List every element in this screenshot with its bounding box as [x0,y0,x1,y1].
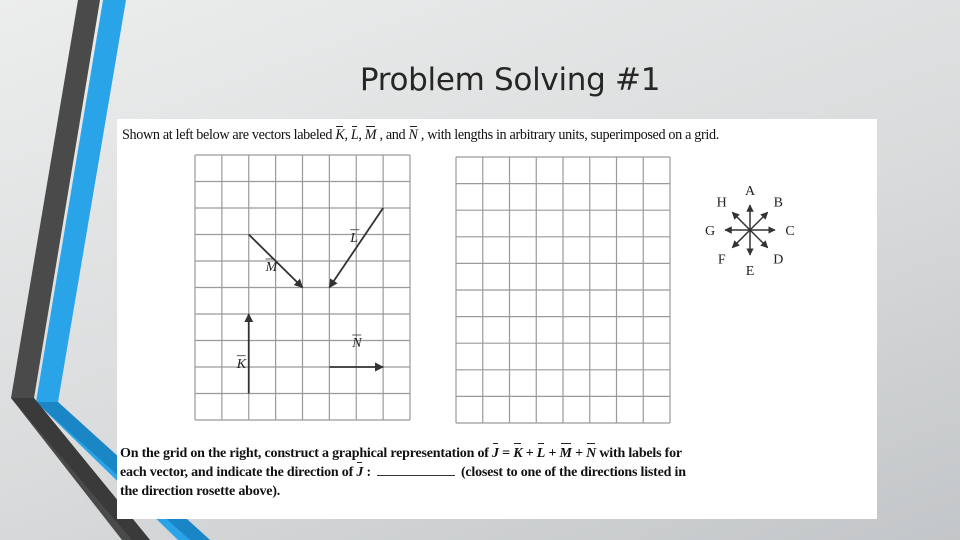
direction-label-c: C [785,224,795,239]
direction-label-f: F [717,252,726,268]
vector-symbol-n: N [408,127,418,143]
plus: + [522,446,537,461]
task-text-line: each vector, and indicate the direction of [120,465,357,480]
vector-m-label: M [265,260,278,275]
vector-symbol-k: K [513,446,523,461]
intro-text: , and [376,127,409,143]
direction-arrow-f [732,230,750,248]
intro-text: , with lengths in arbitrary units, superimposed on a grid. [417,127,719,143]
colon: : [363,465,371,480]
direction-rosette [705,184,795,279]
slide-title: Problem Solving #1 [359,62,661,98]
separator: , [344,127,351,143]
direction-label-h: H [716,195,727,211]
direction-label-a: A [744,184,756,199]
task-text-line: the direction rosette above). [120,484,281,499]
direction-arrow-b [750,212,768,230]
vector-l-label: L [350,230,359,246]
direction-label-b: B [773,195,783,211]
direction-label-d: D [773,252,784,268]
separator: , [358,127,365,143]
vector-n-label: N [352,336,362,351]
given-vectors [236,208,383,394]
direction-label-e: E [745,264,755,279]
direction-arrow-h [732,212,750,230]
vector-symbol-l: L [350,127,359,143]
task-text-line: On the grid on the right, construct a graphical representation of [120,446,493,461]
answer-blank[interactable] [377,475,455,476]
problem-image [117,119,877,519]
vector-symbol-n: N [586,446,597,461]
vector-k-label: K [236,356,247,372]
answer-grid[interactable] [456,157,670,423]
plus: + [545,446,560,461]
equals: = [498,446,514,461]
intro-text: Shown at left below are vectors labeled [122,127,336,143]
vector-symbol-m: M [559,446,572,461]
direction-label-g: G [704,224,716,239]
plus: + [571,446,587,461]
vector-symbol-m: M [364,127,377,143]
vector-symbol-j: J [356,465,364,480]
task-text [120,444,686,501]
task-text-line: with labels for [596,446,682,461]
vector-symbol-j: J [492,446,499,461]
vector-symbol-l: L [536,446,546,461]
task-text-line: (closest to one of the directions listed in [460,465,686,480]
vector-symbol-k: K [335,127,345,143]
direction-arrow-d [750,230,768,248]
